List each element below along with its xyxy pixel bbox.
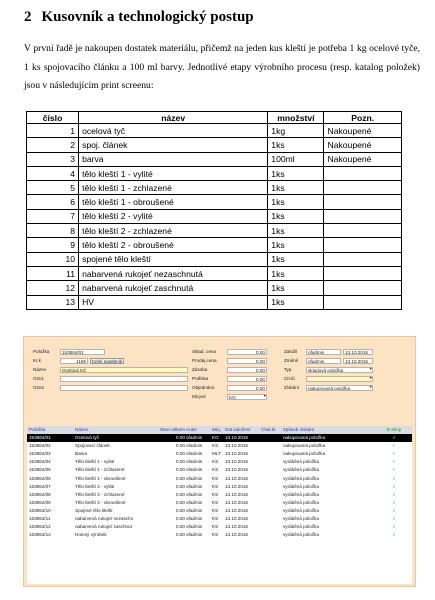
grid-cell: 13.10.2016 [225,499,248,505]
bom-row [27,224,402,238]
grid-cell: vyráběná položka [283,459,320,465]
grid-cell: ofadmin [186,532,203,538]
grid-row[interactable] [27,507,412,515]
bom-row [27,238,402,252]
grid-row[interactable] [27,434,412,442]
prodej-cena-field[interactable]: 0.00 [227,358,267,364]
bom-header-cell: číslo [27,112,79,124]
grid-cell: 0.00 [176,475,185,481]
bom-cell [324,181,402,195]
grid-cell: ofadmin [186,435,203,440]
grid-header-row [27,426,412,434]
grid-cell: ofadmin [186,475,203,481]
bom-cell: Nakoupené [324,124,402,138]
grid-cell: KS [212,524,219,530]
grid-cell: Mir.j [212,427,221,432]
bom-cell: 1ks [268,138,324,152]
grid-row[interactable] [27,491,412,499]
grid-cell: Autor [186,427,197,432]
bom-cell [324,266,402,280]
bom-cell: 10 [27,252,79,266]
bom-cell: 2 [27,138,79,152]
grid-cell: KS [212,475,219,481]
eshop-check-icon: ✓ [392,516,396,521]
erp-screenshot [23,336,416,587]
grid-cell: Barva [75,451,88,457]
prodej-cena-label: Prodej.cena [192,358,217,363]
mj-select[interactable]: KG ▾ [227,394,267,400]
nazev-label: Název [33,367,47,372]
grid-cell: ofadmin [186,524,203,530]
bom-cell: 1ks [268,181,324,195]
grid-row[interactable] [27,442,412,450]
zasoba-label: Zásoba [192,367,208,372]
bom-cell: 12 [27,281,79,295]
bom-cell [324,224,402,238]
bom-row [27,181,402,195]
grid-cell: ofadmin [186,451,203,457]
section-heading [24,9,254,26]
bom-cell [324,281,402,295]
grid-cell: 13.10.2016 [225,524,248,530]
grid-cell: 13.10.2016 [225,532,248,538]
grid-cell: vyráběná položka [283,467,320,473]
bom-cell [324,209,402,223]
grid-cell: 0.00 [176,443,185,449]
bom-row [27,124,402,138]
grid-cell: Tělo kleští 1 - obroušené [75,475,126,481]
grid-cell: KS [212,459,219,465]
bom-cell: tělo kleští 2 - zchlazené [79,224,268,238]
grid-row[interactable] [27,531,412,539]
eshop-check-icon: ✓ [392,483,396,489]
grid-row[interactable] [27,466,412,474]
grid-row[interactable] [27,475,412,483]
grid-cell: 13.10.2016 [225,483,248,489]
bom-cell: HV [79,295,268,309]
bom-cell: 1ks [268,281,324,295]
grid-cell: Hotový výrobek [75,532,107,538]
grid-cell: Char.kl. [261,427,277,432]
grid-cell: 13.10.2016 [225,435,248,440]
grid-cell: KS [212,483,219,489]
grid-cell: Ocelová tyč [75,435,99,440]
eshop-check-icon: ✓ [392,532,396,538]
zmenil-label: Změnil [284,358,298,363]
bom-cell: 5 [27,181,79,195]
zalozil-label: Založil [284,349,298,354]
sklad-cena-field[interactable]: 0.00 [227,349,267,355]
grid-cell: 153864/06 [29,475,51,481]
bom-cell: 1kg [268,124,324,138]
nazev-field[interactable]: Ocelová tyč [60,367,188,373]
grid-cell: 13.10.2016 [225,451,248,457]
grid-cell: vyráběná položka [283,483,320,489]
bom-row [27,252,402,266]
grid-cell: KS [212,491,219,497]
grid-cell: KS [212,532,219,538]
grid-cell: vyráběná položka [283,507,320,513]
grid-cell: Tělo kleští 2 - vylité [75,483,115,489]
polozka-field[interactable]: 153864/01 [60,349,105,355]
ozn1-label: Ozn1 [33,376,44,381]
grid-cell: 0.00 [176,483,185,489]
grid-cell: 153864/08 [29,491,51,497]
bom-cell: 13 [27,295,79,309]
eshop-check-icon: ✓ [392,524,396,530]
grid-cell: Spojené tělo kleští [75,507,113,513]
ziskani-select[interactable]: nakupovaná položka ▾ [306,385,373,391]
grid-row[interactable] [27,515,412,523]
bom-row [27,266,402,280]
grid-cell: Tělo kleští 1 - zchlazené [75,467,125,473]
grid-cell: 153864/10 [29,507,51,513]
bom-cell: tělo kleští 1 - obroušené [79,195,268,209]
grid-cell: 153864/13 [29,532,51,538]
grid-cell: 0.00 [176,524,185,530]
bom-cell: 9 [27,238,79,252]
grid-cell: Název [75,427,89,432]
ozn1-field[interactable] [60,376,188,382]
bom-cell: 6 [27,195,79,209]
intro-paragraph: V první řadě je nakoupen dostatek materiálu, přičemž na jeden kus kleští je potřeba 1 kg ocelové tyče, 1 ks spojovacího článku a 100 ml barvy. Jednotlivé etapy výrobního procesu (resp. katalog položek) jsou v následujícím print screenu: [24,43,420,91]
grid-cell: 0.00 [176,459,185,465]
bom-row [27,152,402,166]
bom-cell: nabarvená rukojeť nezaschnutá [79,266,268,280]
grid-cell: 13.10.2016 [225,516,248,521]
eshop-check-icon: ✓ [392,499,396,505]
chkl-label: Ch.kl. [284,376,296,381]
bom-cell: 1ks [268,252,324,266]
grid-cell: 153864/12 [29,524,51,530]
bom-cell: 1ks [268,195,324,209]
polozka-label: Položka [33,349,50,354]
zalozil-user-field[interactable]: ofadmin [306,349,341,355]
grid-cell: Spojovací článek [75,443,110,449]
typ-label: Typ [284,367,292,372]
items-grid [27,426,412,584]
grid-cell: nabarvená rukojeť nezaschn [75,516,134,521]
grid-cell: vyráběná položka [283,516,320,521]
bill-of-materials-table [26,111,402,310]
grid-cell: 0.00 [176,491,185,497]
potreba-field[interactable]: 0.00 [227,376,267,382]
bom-cell: ocelová tyč [79,124,268,138]
objednano-field[interactable]: 0.00 [227,385,267,391]
kr-field[interactable]: 1159 [60,358,88,364]
zmenil-date-field[interactable]: 13.10.2016 [343,358,373,364]
bom-cell: 1ks [268,238,324,252]
grid-cell: nakupovaná položka [283,435,326,440]
grid-cell: nabarvená rukojeť zaschnut [75,524,132,530]
bom-row [27,209,402,223]
grid-cell: 153864/04 [29,459,51,465]
grid-row[interactable] [27,483,412,491]
grid-cell: 13.10.2016 [225,443,248,449]
grid-row[interactable] [27,523,412,531]
bom-cell: 1ks [268,166,324,180]
bom-cell: barva [79,152,268,166]
grid-cell: MLT [212,451,221,457]
grid-cell: KS [212,499,219,505]
grid-cell: Tělo kleští 2 - obroušené [75,499,126,505]
grid-cell: vyráběná položka [283,499,320,505]
eshop-check-icon: ✓ [392,459,396,465]
grid-cell: 13.10.2016 [225,459,248,465]
section-number: 2 [24,9,32,25]
bom-cell: nabarvená rukojeť zaschnutá [79,281,268,295]
grid-cell: KS [212,516,219,521]
bom-cell: 7 [27,209,79,223]
bom-header-cell: Pozn. [324,112,402,124]
grid-cell: Tělo kleští 1 - vylité [75,459,115,465]
grid-cell: Stav celkem [159,427,185,432]
zalozil-date-field[interactable]: 13.10.2016 [343,349,373,355]
grid-cell: 0.00 [176,507,185,513]
ozn2-field[interactable] [60,385,188,391]
eshop-check-icon: ✓ [392,467,396,473]
bom-cell: spojené tělo kleští [79,252,268,266]
grid-cell: KS [212,467,219,473]
zmenil-user-field[interactable]: ofadmin [306,358,341,364]
grid-cell: 13.10.2016 [225,507,248,513]
bom-row [27,195,402,209]
grid-cell: vyráběná položka [283,532,320,538]
grid-cell: Dat.založení [225,427,251,432]
chkl-select[interactable] [306,376,373,382]
grid-cell: 153864/02 [29,443,51,449]
grid-row[interactable] [27,458,412,466]
eshop-check-icon: ✓ [392,443,396,449]
eshop-check-icon: ✓ [392,507,396,513]
grid-cell: 0.00 [176,467,185,473]
bom-row [27,281,402,295]
bom-cell: 1ks [268,266,324,280]
zasoba-field[interactable]: 0.00 [227,367,267,373]
eshop-check-icon: ✓ [392,435,396,440]
bom-cell: tělo kleští 2 - obroušené [79,238,268,252]
grid-cell: vyráběná položka [283,491,320,497]
grid-cell: Položka [29,427,46,432]
grid-row[interactable] [27,450,412,458]
bom-row [27,166,402,180]
bom-cell [324,166,402,180]
kr-label: Kr.k [33,358,41,363]
bom-cell: 1 [27,124,79,138]
grid-cell: ofadmin [186,507,203,513]
bom-cell: tělo kleští 1 - vylité [79,166,268,180]
bom-cell: 1ks [268,295,324,309]
grid-cell: KG [212,435,219,440]
section-title: Kusovník a technologický postup [41,9,254,25]
sklad-cena-label: Sklad. cena [192,349,217,354]
bom-cell: Nakoupené [324,152,402,166]
grid-cell: 153864/09 [29,499,51,505]
grid-row[interactable] [27,499,412,507]
grid-cell: 153864/05 [29,467,51,473]
bom-cell [324,238,402,252]
bom-cell: 11 [27,266,79,280]
bom-cell: 1ks [268,209,324,223]
celni-sazebnik-button[interactable]: Celní sazebník [91,359,123,364]
grid-cell: ofadmin [186,467,203,473]
grid-cell: ofadmin [186,499,203,505]
bom-header-cell: název [79,112,268,124]
grid-cell: ofadmin [186,491,203,497]
bom-cell: Nakoupené [324,138,402,152]
grid-cell: ofadmin [186,443,203,449]
grid-cell: ofadmin [186,483,203,489]
grid-cell: 0.00 [176,451,185,457]
bom-cell: 3 [27,152,79,166]
grid-cell: 153864/03 [29,451,51,457]
ozn2-label: Ozn2 [33,385,44,390]
grid-cell: nakupovaná položka [283,451,326,457]
bom-row [27,138,402,152]
bom-cell [324,252,402,266]
eshop-check-icon: ✓ [392,475,396,481]
grid-cell: 13.10.2016 [225,491,248,497]
bom-cell: tělo kleští 1 - zchlazené [79,181,268,195]
bom-cell: 100ml [268,152,324,166]
ziskani-label: Získání [284,385,300,390]
grid-cell: 13.10.2016 [225,475,248,481]
grid-cell: vyráběná položka [283,524,320,530]
grid-cell: 153864/01 [29,435,51,440]
grid-cell: Způsob získání [283,427,315,432]
grid-cell: vyráběná položka [283,475,320,481]
bom-cell: 8 [27,224,79,238]
grid-cell: 0.00 [176,499,185,505]
grid-cell: ofadmin [186,459,203,465]
grid-cell: 0.00 [176,516,185,521]
grid-cell: 0.00 [176,532,185,538]
grid-cell: 0.00 [176,435,185,440]
objednano-label: Objednáno [192,385,215,390]
grid-cell: 153864/07 [29,483,51,489]
grid-cell: Tělo kleští 2 - zchlazené [75,491,125,497]
grid-cell: ofadmin [186,516,203,521]
eshop-check-icon: ✓ [392,491,396,497]
grid-cell: 153864/11 [29,516,51,521]
bom-cell [324,195,402,209]
bom-cell: tělo kleští 2 - vylité [79,209,268,223]
grid-cell: 13.10.2016 [225,467,248,473]
bom-cell: 4 [27,166,79,180]
bom-cell: spoj. článek [79,138,268,152]
grid-cell: KS [212,443,219,449]
mj-label: Mir.jed [192,394,206,399]
grid-cell: nakupovaná položka [283,443,326,449]
eshop-check-icon: ✓ [392,451,396,457]
bom-cell [324,295,402,309]
bom-row [27,295,402,309]
bom-header-cell: množství [268,112,324,124]
potreba-label: Potřeba [192,376,209,381]
bom-cell: 1ks [268,224,324,238]
grid-cell: KS [212,507,219,513]
typ-select[interactable]: skladová položka ▾ [306,367,373,373]
grid-cell: E-shop [386,427,402,432]
